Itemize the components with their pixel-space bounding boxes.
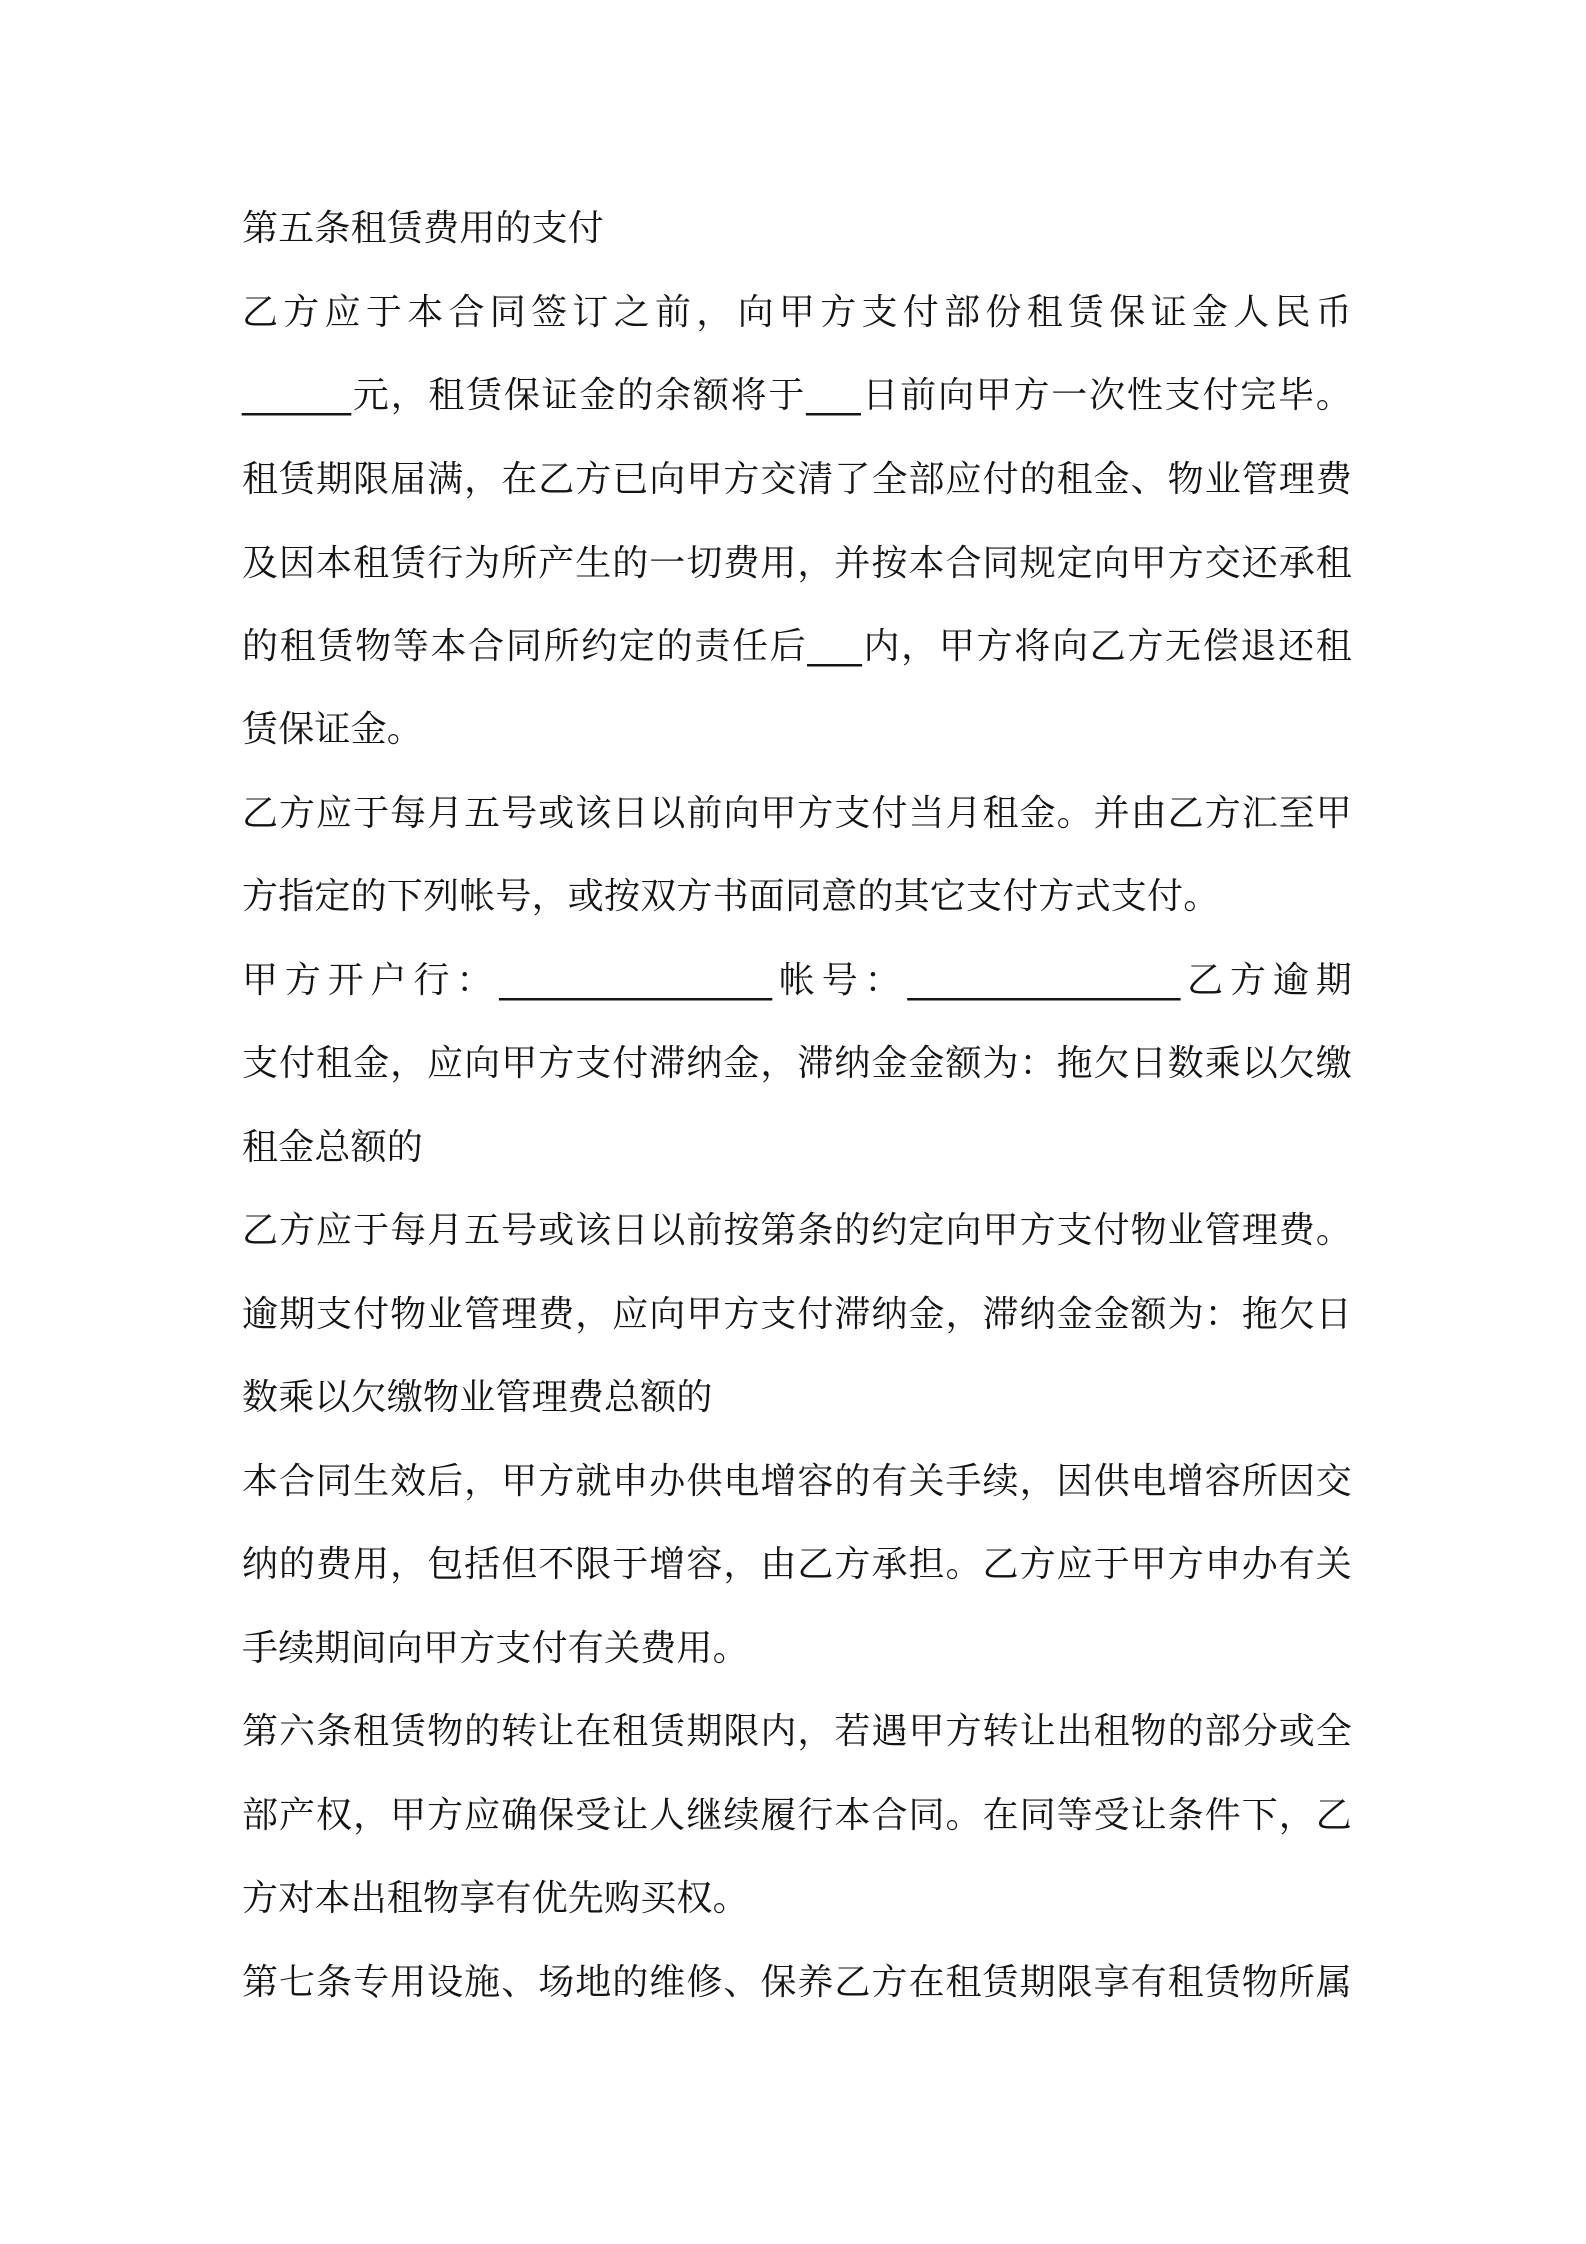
text-line: 本合同生效后，甲方就申办供电增容的有关手续，因供电增容所因交 <box>242 1461 1352 1502</box>
text-line: 乙方应于每月五号或该日以前按第条的约定向甲方支付物业管理费。 <box>242 1210 1352 1251</box>
text-line: 租金总额的 <box>242 1127 424 1168</box>
text-line: 方指定的下列帐号，或按双方书面同意的其它支付方式支付。 <box>242 876 1220 917</box>
text-line: 的租赁物等本合同所约定的责任后___内，甲方将向乙方无偿退还租 <box>242 626 1352 667</box>
text-line: 赁保证金。 <box>242 709 424 750</box>
text-line: 部产权，甲方应确保受让人继续履行本合同。在同等受让条件下，乙 <box>242 1795 1352 1836</box>
section-heading-article-5: 第五条租赁费用的支付 <box>242 208 605 249</box>
text-line: 手续期间向甲方支付有关费用。 <box>242 1628 749 1669</box>
text-line: ______元，租赁保证金的余额将于___日前向甲方一次性支付完毕。 <box>242 375 1352 416</box>
section-heading-article-6: 第六条租赁物的转让在租赁期限内，若遇甲方转让出租物的部分或全 <box>242 1711 1352 1752</box>
text-line: 纳的费用，包括但不限于增容，由乙方承担。乙方应于甲方申办有关 <box>242 1544 1352 1585</box>
section-heading-article-7: 第七条专用设施、场地的维修、保养乙方在租赁期限享有租赁物所属 <box>242 1962 1352 2003</box>
text-line: 支付租金，应向甲方支付滞纳金，滞纳金金额为：拖欠日数乘以欠缴 <box>242 1043 1352 1084</box>
text-line: 方对本出租物享有优先购买权。 <box>242 1878 749 1919</box>
text-line: 乙方应于本合同签订之前，向甲方支付部份租赁保证金人民币 <box>242 292 1352 333</box>
text-line: 甲方开户行：_______________帐号：_______________乙方逾期 <box>242 960 1352 1001</box>
text-line: 逾期支付物业管理费，应向甲方支付滞纳金，滞纳金金额为：拖欠日 <box>242 1294 1352 1335</box>
text-line: 数乘以欠缴物业管理费总额的 <box>242 1377 713 1418</box>
text-line: 及因本租赁行为所产生的一切费用，并按本合同规定向甲方交还承租 <box>242 543 1352 584</box>
text-line: 租赁期限届满，在乙方已向甲方交清了全部应付的租金、物业管理费 <box>242 459 1352 500</box>
text-line: 乙方应于每月五号或该日以前向甲方支付当月租金。并由乙方汇至甲 <box>242 793 1352 834</box>
